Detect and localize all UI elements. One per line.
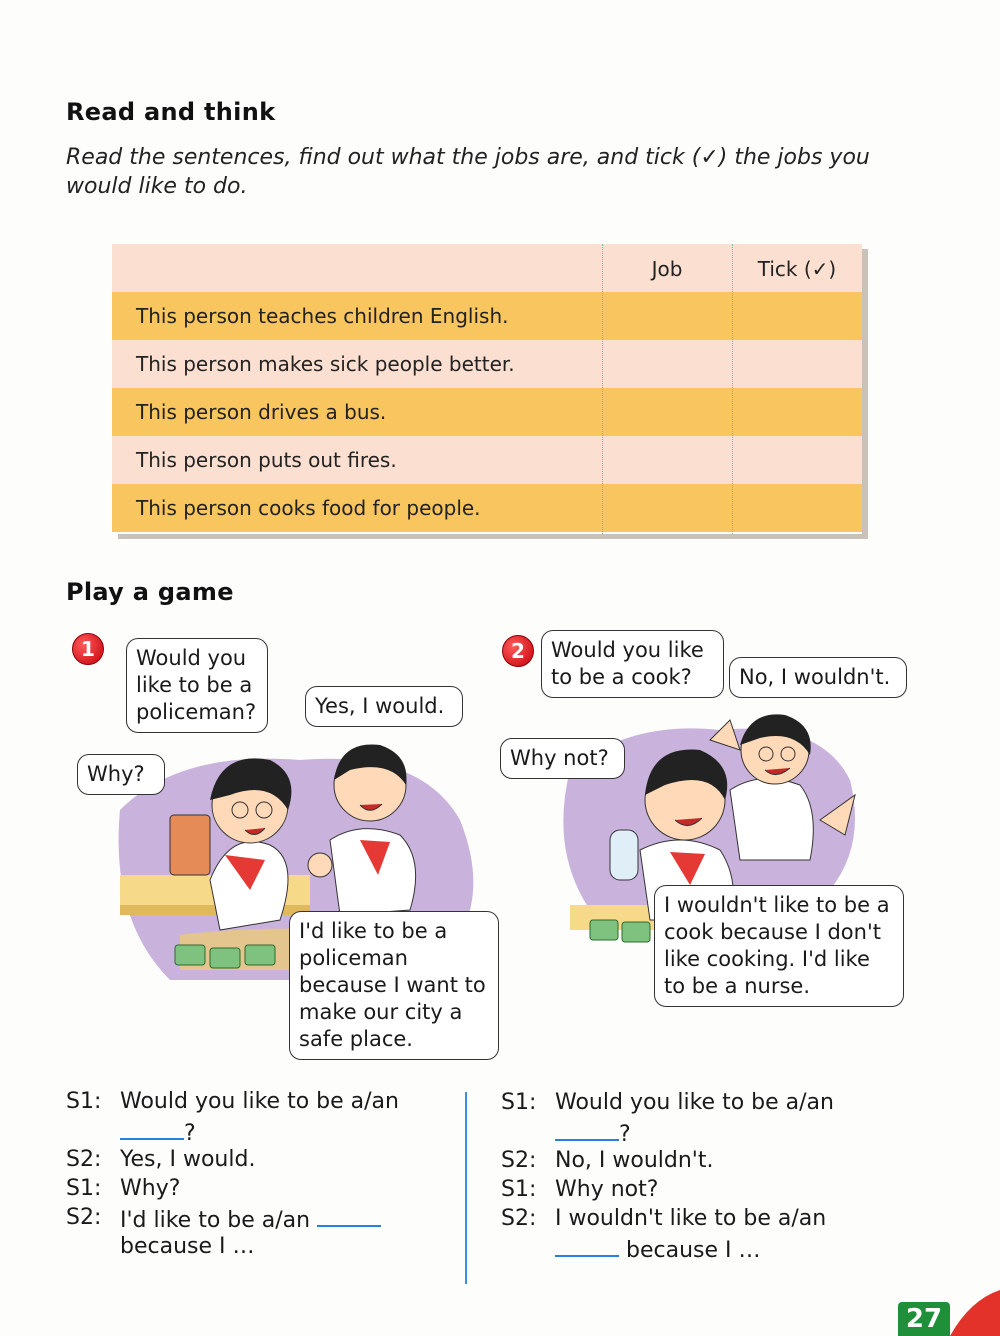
answer-blank[interactable]: [555, 1117, 619, 1141]
speaker-label: S2:: [66, 1205, 102, 1230]
jobs-table: [112, 244, 862, 534]
column-divider: [602, 244, 603, 534]
answer-blank[interactable]: [120, 1116, 184, 1140]
speaker-label: S2:: [66, 1147, 102, 1172]
section-title-read-and-think: Read and think: [66, 98, 276, 126]
dialogue-line: I wouldn't like to be a/an: [555, 1206, 827, 1231]
page-number: 27: [898, 1302, 950, 1336]
speaker-label: S1:: [66, 1176, 102, 1201]
answer-blank[interactable]: [317, 1203, 381, 1227]
column-divider: [465, 1092, 467, 1284]
bubble-question-2: Would you like to be a cook?: [541, 630, 724, 698]
table-header: [112, 244, 862, 292]
bubble-why: Why?: [77, 754, 165, 795]
game2-number: 2: [502, 635, 534, 667]
row-sentence: This person teaches children English.: [136, 304, 509, 328]
table-row[interactable]: [112, 388, 862, 436]
header-tick: Tick (✓): [757, 257, 837, 281]
bubble-why-not: Why not?: [500, 738, 625, 779]
table-row[interactable]: [112, 436, 862, 484]
column-divider: [732, 244, 733, 534]
bubble-no: No, I wouldn't.: [729, 657, 907, 698]
row-sentence: This person puts out fires.: [136, 448, 397, 472]
dialogue-line: Would you like to be a/an: [555, 1090, 834, 1115]
header-job: Job: [651, 257, 683, 281]
dialogue-line: Would you like to be a/an: [120, 1089, 399, 1114]
dialogue-cont: ?: [184, 1121, 196, 1146]
dialogue-cont: because I …: [626, 1238, 761, 1263]
row-sentence: This person drives a bus.: [136, 400, 387, 424]
answer-blank[interactable]: [555, 1233, 619, 1257]
dialogue-cont: because I …: [120, 1234, 255, 1259]
speaker-label: S2:: [501, 1148, 537, 1173]
bubble-yes: Yes, I would.: [305, 686, 463, 727]
card-icon: [175, 945, 275, 968]
bubble-answer-1: I'd like to be a policeman because I want to make our city a safe place.: [289, 911, 499, 1060]
dialogue-line: Why?: [120, 1176, 181, 1201]
table-row[interactable]: [112, 484, 862, 532]
speaker-label: S2:: [501, 1206, 537, 1231]
corner-decoration: [950, 1290, 1000, 1336]
row-sentence: This person makes sick people better.: [136, 352, 515, 376]
bubble-question-1: Would you like to be a policeman?: [126, 638, 268, 733]
dialogue-line: I'd like to be a/an: [120, 1208, 311, 1233]
speaker-label: S1:: [501, 1177, 537, 1202]
section-title-play-a-game: Play a game: [66, 578, 234, 606]
dialogue-line: Why not?: [555, 1177, 659, 1202]
dialogue-line: No, I wouldn't.: [555, 1148, 714, 1173]
speaker-label: S1:: [501, 1090, 537, 1115]
table-row[interactable]: [112, 340, 862, 388]
bubble-answer-2: I wouldn't like to be a cook because I don't like cooking. I'd like to be a nurse.: [654, 885, 904, 1007]
table-row[interactable]: [112, 292, 862, 340]
row-sentence: This person cooks food for people.: [136, 496, 481, 520]
speaker-label: S1:: [66, 1089, 102, 1114]
game1-number: 1: [72, 633, 104, 665]
instruction-text: Read the sentences, find out what the jobs are, and tick (✓) the jobs you would like to do.: [66, 145, 870, 199]
dialogue-cont: ?: [619, 1122, 631, 1147]
dialogue-line: Yes, I would.: [120, 1147, 256, 1172]
